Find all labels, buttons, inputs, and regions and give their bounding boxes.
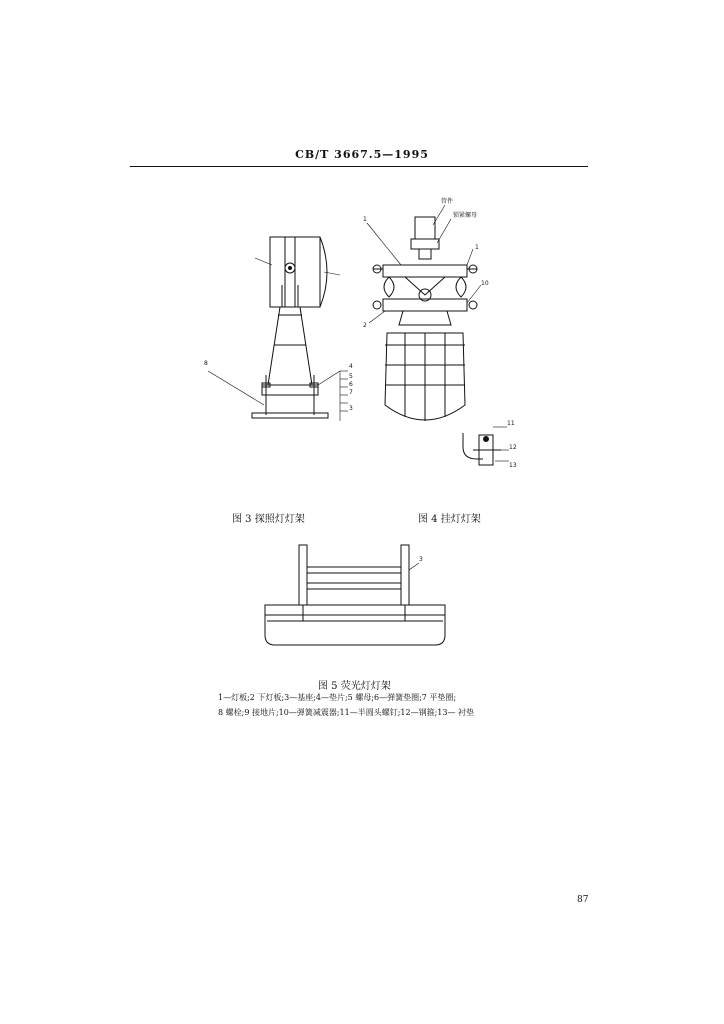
right-upright <box>401 545 409 605</box>
callout-4: 4 <box>349 363 353 370</box>
figure-5-caption: 图 5 荧光灯灯架 <box>318 681 391 692</box>
lock-nut <box>411 239 439 249</box>
figure-3-searchlight-bracket-drawing <box>200 225 360 435</box>
conduit-fitting <box>415 217 435 239</box>
figure-5-fluorescent-lamp-bracket-drawing <box>255 535 455 655</box>
callout-13: 13 <box>509 462 517 469</box>
figure-3-caption: 图 3 探照灯灯架 <box>232 514 305 525</box>
figure-4-caption: 图 4 挂灯灯架 <box>418 514 481 525</box>
callout-6: 6 <box>349 381 353 388</box>
cross-bar <box>307 567 401 573</box>
fluorescent-lamp-body <box>265 605 445 645</box>
header-rule <box>130 166 588 167</box>
callout-3: 3 <box>349 405 353 412</box>
callout-11: 11 <box>507 420 515 427</box>
callout-1-right: 1 <box>475 244 479 251</box>
page-number: 87 <box>577 895 589 905</box>
callout-5: 5 <box>349 373 353 380</box>
callout-8: 8 <box>204 360 208 367</box>
label-conduit-fitting: 管件 <box>441 198 454 205</box>
left-upright <box>299 545 307 605</box>
callout-10: 10 <box>481 280 489 287</box>
callout-12: 12 <box>509 444 517 451</box>
callout-8-leader <box>208 371 264 405</box>
callout-3-fig5: 3 <box>419 556 423 563</box>
clamp-detail <box>463 433 483 459</box>
legend-line-1: 1—灯板;2 下灯板;3—基座;4—垫片;5 螺母;6—弹簧垫圈;7 平垫圈; <box>218 693 457 702</box>
figure-4-pendant-lamp-bracket-drawing <box>355 195 525 485</box>
standard-number-header: CB/T 3667.5—1995 <box>295 148 429 161</box>
callout-7: 7 <box>349 389 353 396</box>
label-lock-nut: 锁紧螺母 <box>453 212 478 219</box>
legend-line-2: 8 螺栓;9 接地片;10—弹簧减震器;11—半圆头螺钉;12—钢箍;13— 衬垫 <box>218 708 475 717</box>
callout-2: 2 <box>363 322 367 329</box>
callout-1-upper: 1 <box>363 216 367 223</box>
